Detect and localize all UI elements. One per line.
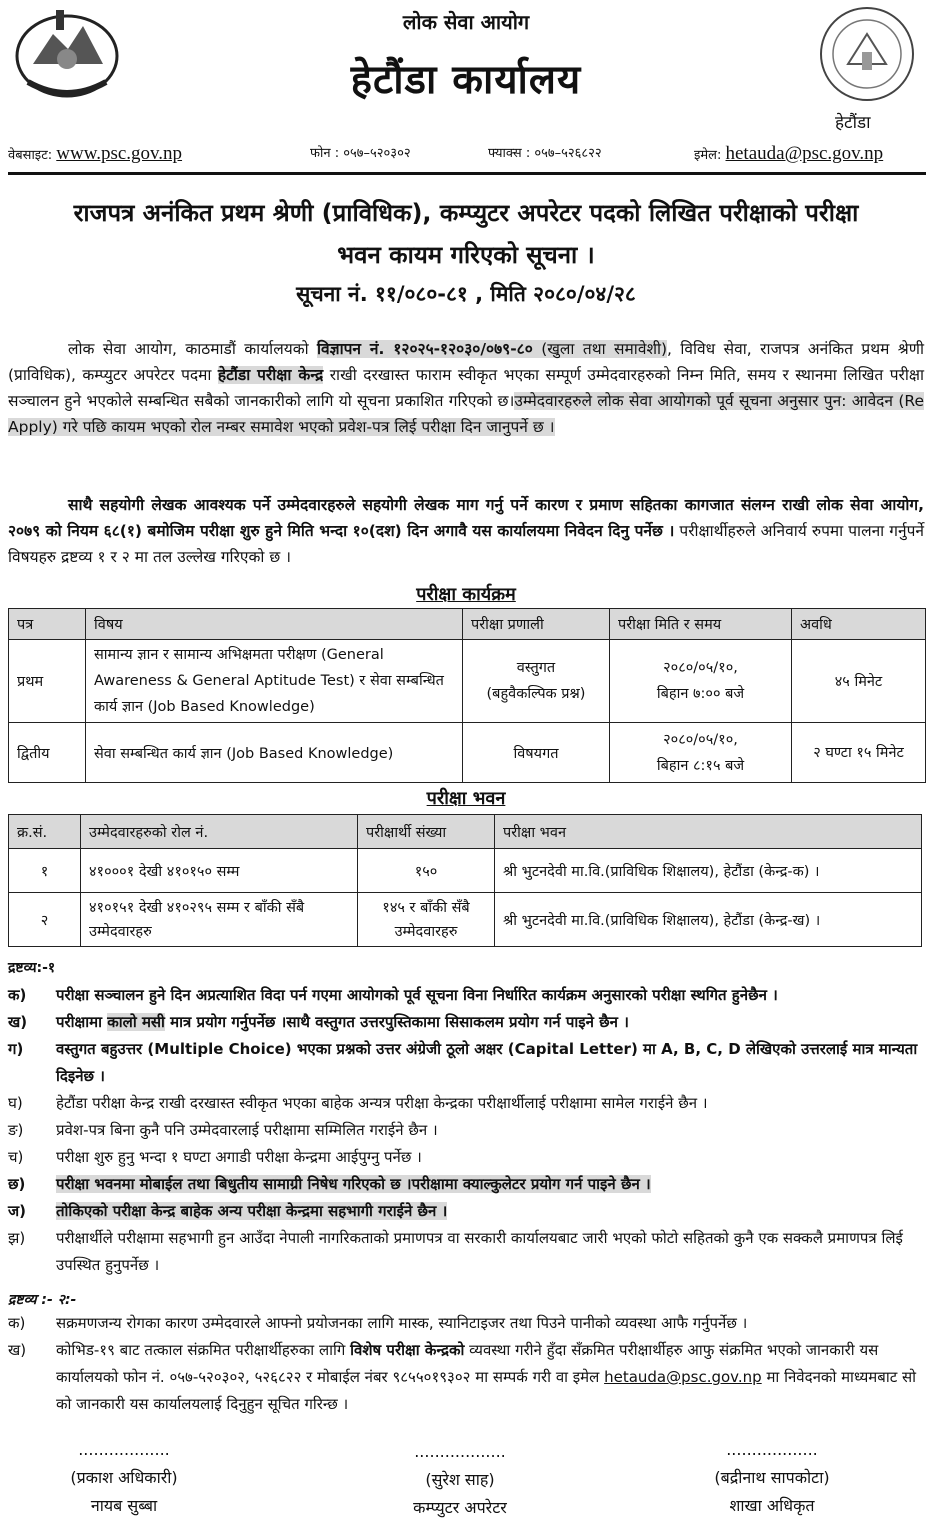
item-text-part: मा निवेदनको माध्यमबाट सो को जानकारी यस कार्यालयलाई दिनुहुन सूचित गरिन्छ । [56, 1368, 917, 1413]
notice-title-line2: भवन कायम गरिएको सूचना । [337, 241, 595, 269]
list-item [8, 1036, 924, 1090]
date: २०८०/०५/१०, [663, 660, 738, 676]
item-key: क) [8, 986, 27, 1004]
date: २०८०/०५/१०, [663, 731, 738, 748]
item-text-part: कोभिड-१९ बाट तत्काल संक्रमित परीक्षार्थीहरुका लागि [56, 1341, 351, 1359]
reapply-note: उम्मेदवारहरुले लोक सेवा आयोगको पूर्व सूचना अनुसार पुन: आवेदन (Re Apply) गरे पछि कायम भएको रोल नम्बर समावेश भएको प्रवेश-पत्र लिई परीक्षा दिन जानुपर्ने छ । [8, 392, 924, 436]
website-row [8, 143, 182, 165]
table-row [9, 849, 922, 893]
notes1-heading: द्रष्टव्य:-१ [8, 960, 56, 976]
system-line1: वस्तुगत [516, 660, 556, 676]
sn-cell: १ [9, 849, 81, 893]
item-text: प्रवेश-पत्र बिना कुनै पनि उम्मेदवारलाई परीक्षामा सम्मिलित गराईने छैन । [56, 1121, 438, 1139]
venue-table [8, 814, 922, 947]
writer-text: परीक्षार्थीहरुले अनिवार्य रुपमा पालना गर्नुपर्ने विषयहरु द्रष्टव्य १ र २ मा तल उल्लेख गरिएको छ । [8, 522, 925, 566]
notes1-list [8, 982, 924, 1279]
fax: फ्याक्स : ०५७–५२६८२२ [488, 146, 602, 161]
col-subject: विषय [86, 609, 463, 640]
signature-dots: .................. [78, 1440, 170, 1459]
subject-cell: सेवा सम्बन्धित कार्य ज्ञान (Job Based Knowledge) [86, 723, 463, 783]
item-text: हेटौंडा परीक्षा केन्द्र राखी दरखास्त स्वीकृत भएका बाहेक अन्यत्र परीक्षा केन्द्रका परीक्षार्थीलाई परीक्षामा सामेल गराईने छैन । [56, 1094, 708, 1112]
signatory-post: कम्प्युटर अपरेटर [413, 1498, 507, 1517]
item-text: वस्तुगत बहुउत्तर (Multiple Choice) भएका प्रश्नको उत्तर अंग्रेजी ठूलो अक्षर (Capital Letter) मा A, B, C, D लेखिएको उत्तरलाई मात्र मान्यता दिइनेछ । [56, 1040, 918, 1085]
paper-cell: प्रथम [9, 640, 86, 723]
item-text: परीक्षा भवनमा मोबाईल तथा बिधुतीय सामाग्री निषेध गरिएको छ ।परीक्षामा क्याल्कुलेटर प्रयोग गर्न पाइने छैन । [56, 1175, 651, 1193]
list-item [8, 1117, 924, 1144]
list-item [8, 982, 924, 1009]
item-text: परीक्षा सञ्चालन हुने दिन अप्रत्याशित विदा पर्न गएमा आयोगको पूर्व सूचना विना निर्धारित कार्यक्रम अनुसारको परीक्षा स्थगित हुनेछैन । [56, 986, 778, 1004]
col-date: परीक्षा मिति र समय [610, 609, 792, 640]
system-line2: (बहुवैकल्पिक प्रश्न) [486, 686, 586, 702]
item-text-highlight: कालो मसी [107, 1013, 165, 1031]
col-roll: उम्मेदवारहरुको रोल नं. [81, 815, 358, 849]
list-item [8, 1171, 924, 1198]
table-row [9, 640, 926, 723]
advert-number: विज्ञापन नं. १२०२५-१२०३०/०७९-८० [317, 340, 533, 358]
header-rule [8, 172, 926, 175]
schedule-table [8, 608, 926, 783]
item-text-part: व्यवस्था गरीने हुँदा सँक्रमित परीक्षार्थीहरु आफु संक्रमित भएको जानकारी यस कार्यालयको फोन नं. ०५७-५२०३०२, ५२६८२२ र मोबाईल नंबर ९८५५०१९३०२ मा सम्पर्क गरी वा इमेल [56, 1341, 879, 1386]
list-item [8, 1090, 924, 1117]
item-key: ख) [8, 1341, 27, 1359]
list-item [8, 1337, 924, 1418]
date-cell [610, 640, 792, 723]
time: बिहान ८:१५ बजे [656, 757, 745, 774]
signature-block [360, 1438, 560, 1522]
count-cell: १४५ र बाँकी सँबै उम्मेदवारहरु [358, 893, 495, 947]
item-text-bold: विशेष परीक्षा केन्द्रको [350, 1341, 465, 1359]
notice-title-line1: राजपत्र अनंकित प्रथम श्रेणी (प्राविधिक), कम्प्युटर अपरेटर पदको लिखित परीक्षाको परीक्षा [73, 199, 859, 227]
system-line1: विषयगत [513, 745, 559, 762]
advert-type: (खुला तथा समावेशी) [532, 340, 668, 358]
writer-paragraph [8, 492, 924, 570]
item-text-part: परीक्षामा [56, 1013, 108, 1031]
list-item [8, 1310, 924, 1337]
time: बिहान ७:०० बजे [656, 686, 745, 702]
list-item [8, 1009, 924, 1036]
duration-cell: २ घण्टा १५ मिनेट [792, 723, 926, 783]
notice-title [10, 192, 922, 276]
signatory-name: (प्रकाश अधिकारी) [70, 1468, 178, 1487]
intro-text: लोक सेवा आयोग, काठमाडौं कार्यालयको [68, 340, 318, 358]
item-key: च) [8, 1148, 24, 1166]
schedule-heading: परीक्षा कार्यक्रम [416, 584, 516, 605]
item-key: ख) [8, 1013, 28, 1031]
seal-caption: हेटौंडा [835, 113, 871, 133]
email-link[interactable]: hetauda@psc.gov.np [725, 143, 884, 164]
signature-block [24, 1436, 224, 1520]
list-item [8, 1225, 924, 1279]
item-text: तोकिएको परीक्षा केन्द्र बाहेक अन्य परीक्षा केन्द्रमा सहभागी गराईने छैन । [56, 1202, 448, 1220]
website-link[interactable]: www.psc.gov.np [56, 143, 183, 164]
signatory-name: (सुरेश साह) [425, 1470, 495, 1489]
col-duration: अवधि [792, 609, 926, 640]
count-cell: १५० [358, 849, 495, 893]
item-text: सक्रमणजन्य रोगका कारण उम्मेदवारले आफ्नो प्रयोजनका लागि मास्क, स्यानिटाइजर तथा पिउने पानीको व्यवस्था आफै गर्नुपर्नेछ । [56, 1314, 748, 1332]
intro-paragraph [8, 336, 924, 440]
col-sn: क्र.सं. [9, 815, 81, 849]
signature-dots: .................. [414, 1442, 506, 1461]
col-system: परीक्षा प्रणाली [463, 609, 610, 640]
item-key: क) [8, 1314, 26, 1332]
email-label: इमेल: [694, 148, 722, 163]
item-key: ज) [8, 1202, 26, 1220]
item-key: ग) [8, 1040, 24, 1058]
intro-text: , विविध सेवा, राजपत्र अनंकित प्रथम श्रेणी (प्राविधिक), कम्प्युटर अपरेटर पदमा [8, 340, 924, 384]
sn-cell: २ [9, 893, 81, 947]
col-paper: पत्र [9, 609, 86, 640]
exam-center: हेटौंडा परीक्षा केन्द्र [217, 366, 324, 384]
col-hall: परीक्षा भवन [495, 815, 922, 849]
hall-cell: श्री भुटनदेवी मा.वि.(प्राविधिक शिक्षालय), हेटौंडा (केन्द्र-क) । [495, 849, 922, 893]
paper-cell: द्वितीय [9, 723, 86, 783]
roll-cell: ४१०१५१ देखी ४१०२९५ सम्म र बाँकी सँबै उम्मेदवारहरु [81, 893, 358, 947]
item-key: छ) [8, 1175, 26, 1193]
notes2-list [8, 1310, 924, 1418]
intro-text: राखी दरखास्त फाराम स्वीकृत भएका सम्पूर्ण उम्मेदवारहरुको निम्न मिति, समय र स्थानमा लिखित परीक्षा सञ्चालन हुने भएकोले सम्बन्धित सबैको जानकारीको लागि यो सूचना प्रकाशित गरिएको छ। [8, 366, 924, 410]
item-key: ङ) [8, 1121, 24, 1139]
table-row [9, 893, 922, 947]
signature-block [672, 1436, 872, 1520]
website-label: वेबसाइट: [8, 148, 53, 163]
signatory-name: (बद्रीनाथ सापकोटा) [714, 1468, 830, 1487]
item-text [56, 1337, 924, 1418]
item-text [56, 1009, 924, 1036]
date-cell [610, 723, 792, 783]
list-item [8, 1144, 924, 1171]
duration-cell: ४५ मिनेट [792, 640, 926, 723]
signatory-post: शाखा अधिकृत [729, 1496, 815, 1515]
list-item [8, 1198, 924, 1225]
item-key: झ) [8, 1229, 26, 1247]
writer-text-bold: साथै सहयोगी लेखक आवश्यक पर्ने उम्मेदवारहरुले सहयोगी लेखक माग गर्नु पर्ने कारण र प्रमाण सहितका कागजात संलग्न राखी लोक सेवा आयोग, २०७९ को नियम ६८(१) बमोजिम परीक्षा शुरु हुने मिति भन्दा १०(दश) दिन अगावै यस कार्यालयमा निवेदन दिनु पर्नेछ । [8, 496, 924, 540]
item-key: घ) [8, 1094, 23, 1112]
venue-heading: परीक्षा भवन [426, 788, 506, 809]
item-text: परीक्षा शुरु हुनु भन्दा १ घण्टा अगाडी परीक्षा केन्द्रमा आईपुग्नु पर्नेछ । [56, 1148, 422, 1166]
phone: फोन : ०५७–५२०३०२ [310, 146, 411, 161]
signatory-post: नायब सुब्बा [90, 1496, 158, 1515]
hall-cell: श्री भुटनदेवी मा.वि.(प्राविधिक शिक्षालय), हेटौंडा (केन्द्र-ख) । [495, 893, 922, 947]
email-link-inline[interactable]: hetauda@psc.gov.np [604, 1368, 762, 1386]
subject-cell: सामान्य ज्ञान र सामान्य अभिक्षमता परीक्षण (General Awareness & General Aptitude Test) र सेवा सम्बन्धित कार्य ज्ञान (Job Based Knowledge) [86, 640, 463, 723]
org-name: लोक सेवा आयोग [402, 10, 530, 34]
signature-dots: .................. [726, 1440, 818, 1459]
item-text-part: मात्र प्रयोग गर्नुपर्नेछ ।साथै वस्तुगत उत्तरपुस्तिकामा सिसाकलम प्रयोग गर्न पाइने छैन । [164, 1013, 629, 1031]
office-name: हेटौंडा कार्यालय [350, 57, 582, 103]
table-row [9, 723, 926, 783]
col-count: परीक्षार्थी संख्या [358, 815, 495, 849]
system-cell [463, 640, 610, 723]
item-text: परीक्षार्थीले परीक्षामा सहभागी हुन आउँदा नेपाली नागरिकताको प्रमाणपत्र वा सरकारी कार्यालयबाट जारी भएको फोटो सहितको कुनै एक सक्कलै प्रमाणपत्र लिई उपस्थित हुनुपर्नेछ । [56, 1229, 903, 1274]
notes2-heading: द्रष्टव्य :- २:- [8, 1292, 77, 1308]
system-cell [463, 723, 610, 783]
roll-cell: ४१०००१ देखी ४१०१५० सम्म [81, 849, 358, 893]
email-row [694, 143, 883, 165]
notice-ref: सूचना नं. ११/०८०-८१ , मिति २०८०/०४/२८ [296, 282, 636, 306]
